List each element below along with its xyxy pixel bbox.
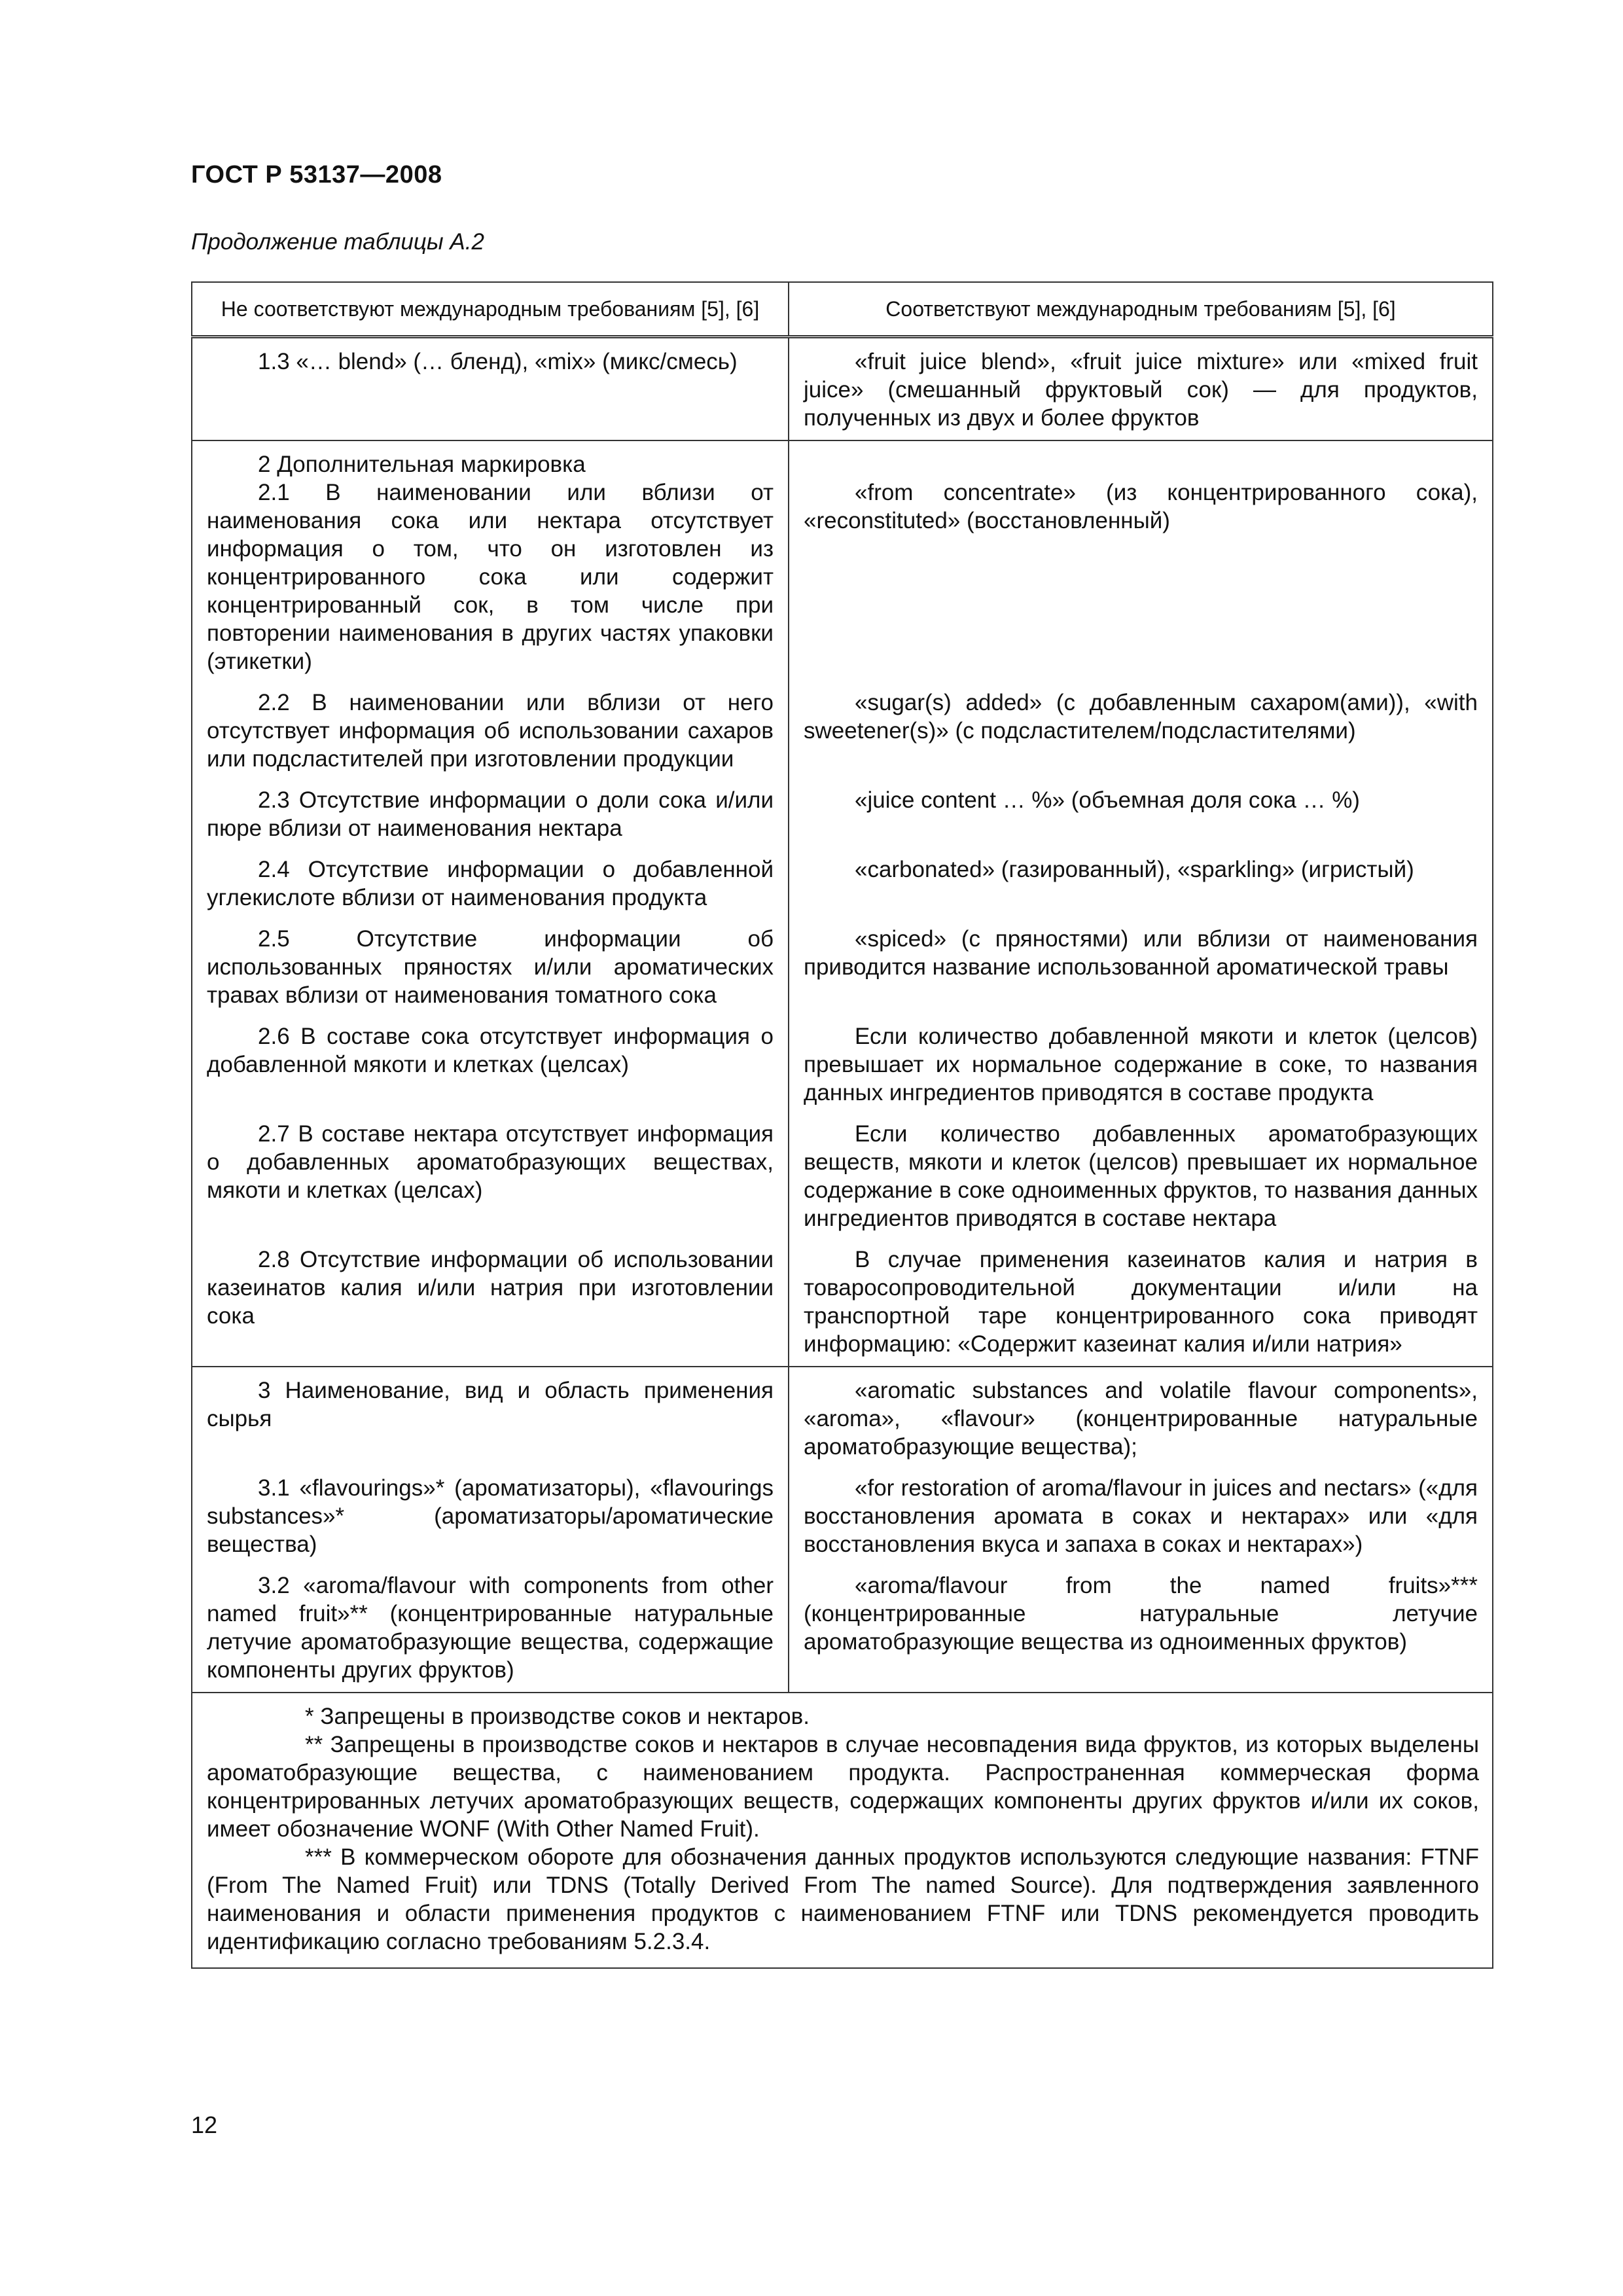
table-row bbox=[192, 1009, 1493, 1107]
table-footnotes bbox=[192, 1693, 1493, 1968]
table-row bbox=[192, 675, 1493, 773]
row-2-6-left: 2.6 В составе сока отсутствует информация о добавленной мякоти и клетках (целсах) bbox=[192, 1009, 789, 1107]
table-row bbox=[192, 1107, 1493, 1232]
row-3-left: 3 Наименование, вид и область применения сырья bbox=[192, 1367, 789, 1461]
row-2-8-left: 2.8 Отсутствие информации об использовании казеинатов калия и/или натрия при изготовлении сока bbox=[192, 1232, 789, 1367]
footnote-2: ** Запрещены в производстве соков и нектаров в случае несовпадения вида фруктов, из которых выделены ароматобразующие вещества, с наименованием продукта. Распространенная коммерческая форма концентрированных летучих ароматобразующих веществ, содержащих компоненты других фруктов и/или их соков, имеет обозначение WONF (With Other Named Fruit). bbox=[207, 1732, 1479, 1842]
table-row bbox=[192, 1367, 1493, 1461]
footnote-1: * Запрещены в производстве соков и нектаров. bbox=[305, 1704, 810, 1729]
row-2-1-left: 2.1 В наименовании или вблизи от наименования сока или нектара отсутствует информация о том, что он изготовлен из концентрированного сока или содержит концентрированный сок, в том числе при повторении наименования в других частях упаковки (этикетки) bbox=[192, 478, 789, 675]
row-2-8-right: В случае применения казеинатов калия и натрия в товаросопроводительной документации и/или на транспортной таре концентрированного сока приводят информацию: «Содержит казеинат калия и/или натрия» bbox=[789, 1232, 1493, 1367]
row-2-4-right: «carbonated» (газированный), «sparkling» (игристый) bbox=[789, 842, 1493, 912]
row-2-6-right: Если количество добавленной мякоти и клеток (целсов) превышает их нормальное содержание в соке, то названия данных ингредиентов приводятся в составе продукта bbox=[789, 1009, 1493, 1107]
page-number: 12 bbox=[191, 2111, 218, 2138]
table-row bbox=[192, 842, 1493, 912]
row-3-2-left: 3.2 «aroma/flavour with components from other named fruit»** (концентрированные натуральные летучие ароматобразующие вещества, содержащие компоненты других фруктов) bbox=[192, 1558, 789, 1693]
row-3-1-left: 3.1 «flavourings»* (ароматизаторы), «flavourings substances»* (ароматизаторы/ароматические вещества) bbox=[192, 1461, 789, 1558]
table-row bbox=[192, 1461, 1493, 1558]
table-row bbox=[192, 478, 1493, 675]
table-row bbox=[192, 773, 1493, 842]
row-2-left: 2 Дополнительная маркировка bbox=[192, 440, 789, 478]
footnotes-row bbox=[192, 1693, 1493, 1968]
table-row bbox=[192, 1558, 1493, 1693]
row-2-right bbox=[789, 440, 1493, 478]
document-header: ГОСТ Р 53137—2008 bbox=[191, 161, 442, 188]
column-header-compliant: Соответствуют международным требованиям [5], [6] bbox=[789, 282, 1493, 337]
row-3-2-right: «aroma/flavour from the named fruits»*** (концентрированные натуральные летучие ароматобразующие вещества из одноименных фруктов) bbox=[789, 1558, 1493, 1693]
row-2-7-left: 2.7 В составе нектара отсутствует информация о добавленных ароматобразующих веществах, мякоти и клетках (целсах) bbox=[192, 1107, 789, 1232]
row-2-2-right: «sugar(s) added» (с добавленным сахаром(ами)), «with sweetener(s)» (с подсластителем/подсластителями) bbox=[789, 675, 1493, 773]
row-2-5-left: 2.5 Отсутствие информации об использованных пряностях и/или ароматических травах вблизи от наименования томатного сока bbox=[192, 912, 789, 1009]
row-2-3-right: «juice content … %» (объемная доля сока … %) bbox=[789, 773, 1493, 842]
row-2-5-right: «spiced» (с пряностями) или вблизи от наименования приводится название использованной ароматической травы bbox=[789, 912, 1493, 1009]
row-2-2-left: 2.2 В наименовании или вблизи от него отсутствует информация об использовании сахаров или подсластителей при изготовлении продукции bbox=[192, 675, 789, 773]
row-3-right: «aromatic substances and volatile flavour components», «aroma», «flavour» (концентрированные натуральные ароматобразующие вещества); bbox=[789, 1367, 1493, 1461]
row-2-4-left: 2.4 Отсутствие информации о добавленной углекислоте вблизи от наименования продукта bbox=[192, 842, 789, 912]
row-3-1-right: «for restoration of aroma/flavour in juices and nectars» («для восстановления аромата в соках и нектарах» или «для восстановления вкуса и запаха в соках и нектарах») bbox=[789, 1461, 1493, 1558]
table-row bbox=[192, 440, 1493, 478]
table-header-row bbox=[192, 282, 1493, 337]
table-row bbox=[192, 1232, 1493, 1367]
column-header-noncompliant: Не соответствуют международным требованиям [5], [6] bbox=[192, 282, 789, 337]
footnote-3: *** В коммерческом обороте для обозначения данных продуктов используются следующие названия: FTNF (From The Named Fruit) или TDNS (Totally Derived From The named Source). Для подтверждения заявленного наименования и области применения продуктов с наименованием FTNF или TDNS рекомендуется проводить идентификацию согласно требованиям 5.2.3.4. bbox=[207, 1844, 1479, 1954]
requirements-table bbox=[191, 281, 1493, 1969]
row-2-7-right: Если количество добавленных ароматобразующих веществ, мякоти и клеток (целсов) превышает их нормальное содержание в соке одноименных фруктов, то названия данных ингредиентов приводятся в составе нектара bbox=[789, 1107, 1493, 1232]
row-1-3-left: 1.3 «… blend» (… бленд), «mix» (микс/смесь) bbox=[192, 337, 789, 441]
row-2-1-right: «from concentrate» (из концентрированного сока), «reconstituted» (восстановленный) bbox=[789, 478, 1493, 675]
table-caption: Продолжение таблицы А.2 bbox=[191, 229, 484, 255]
row-1-3-right: «fruit juice blend», «fruit juice mixture» или «mixed fruit juice» (смешанный фруктовый сок) — для продуктов, полученных из двух и более фруктов bbox=[789, 337, 1493, 441]
table-row bbox=[192, 912, 1493, 1009]
row-2-3-left: 2.3 Отсутствие информации о доли сока и/или пюре вблизи от наименования нектара bbox=[192, 773, 789, 842]
table-row bbox=[192, 337, 1493, 441]
